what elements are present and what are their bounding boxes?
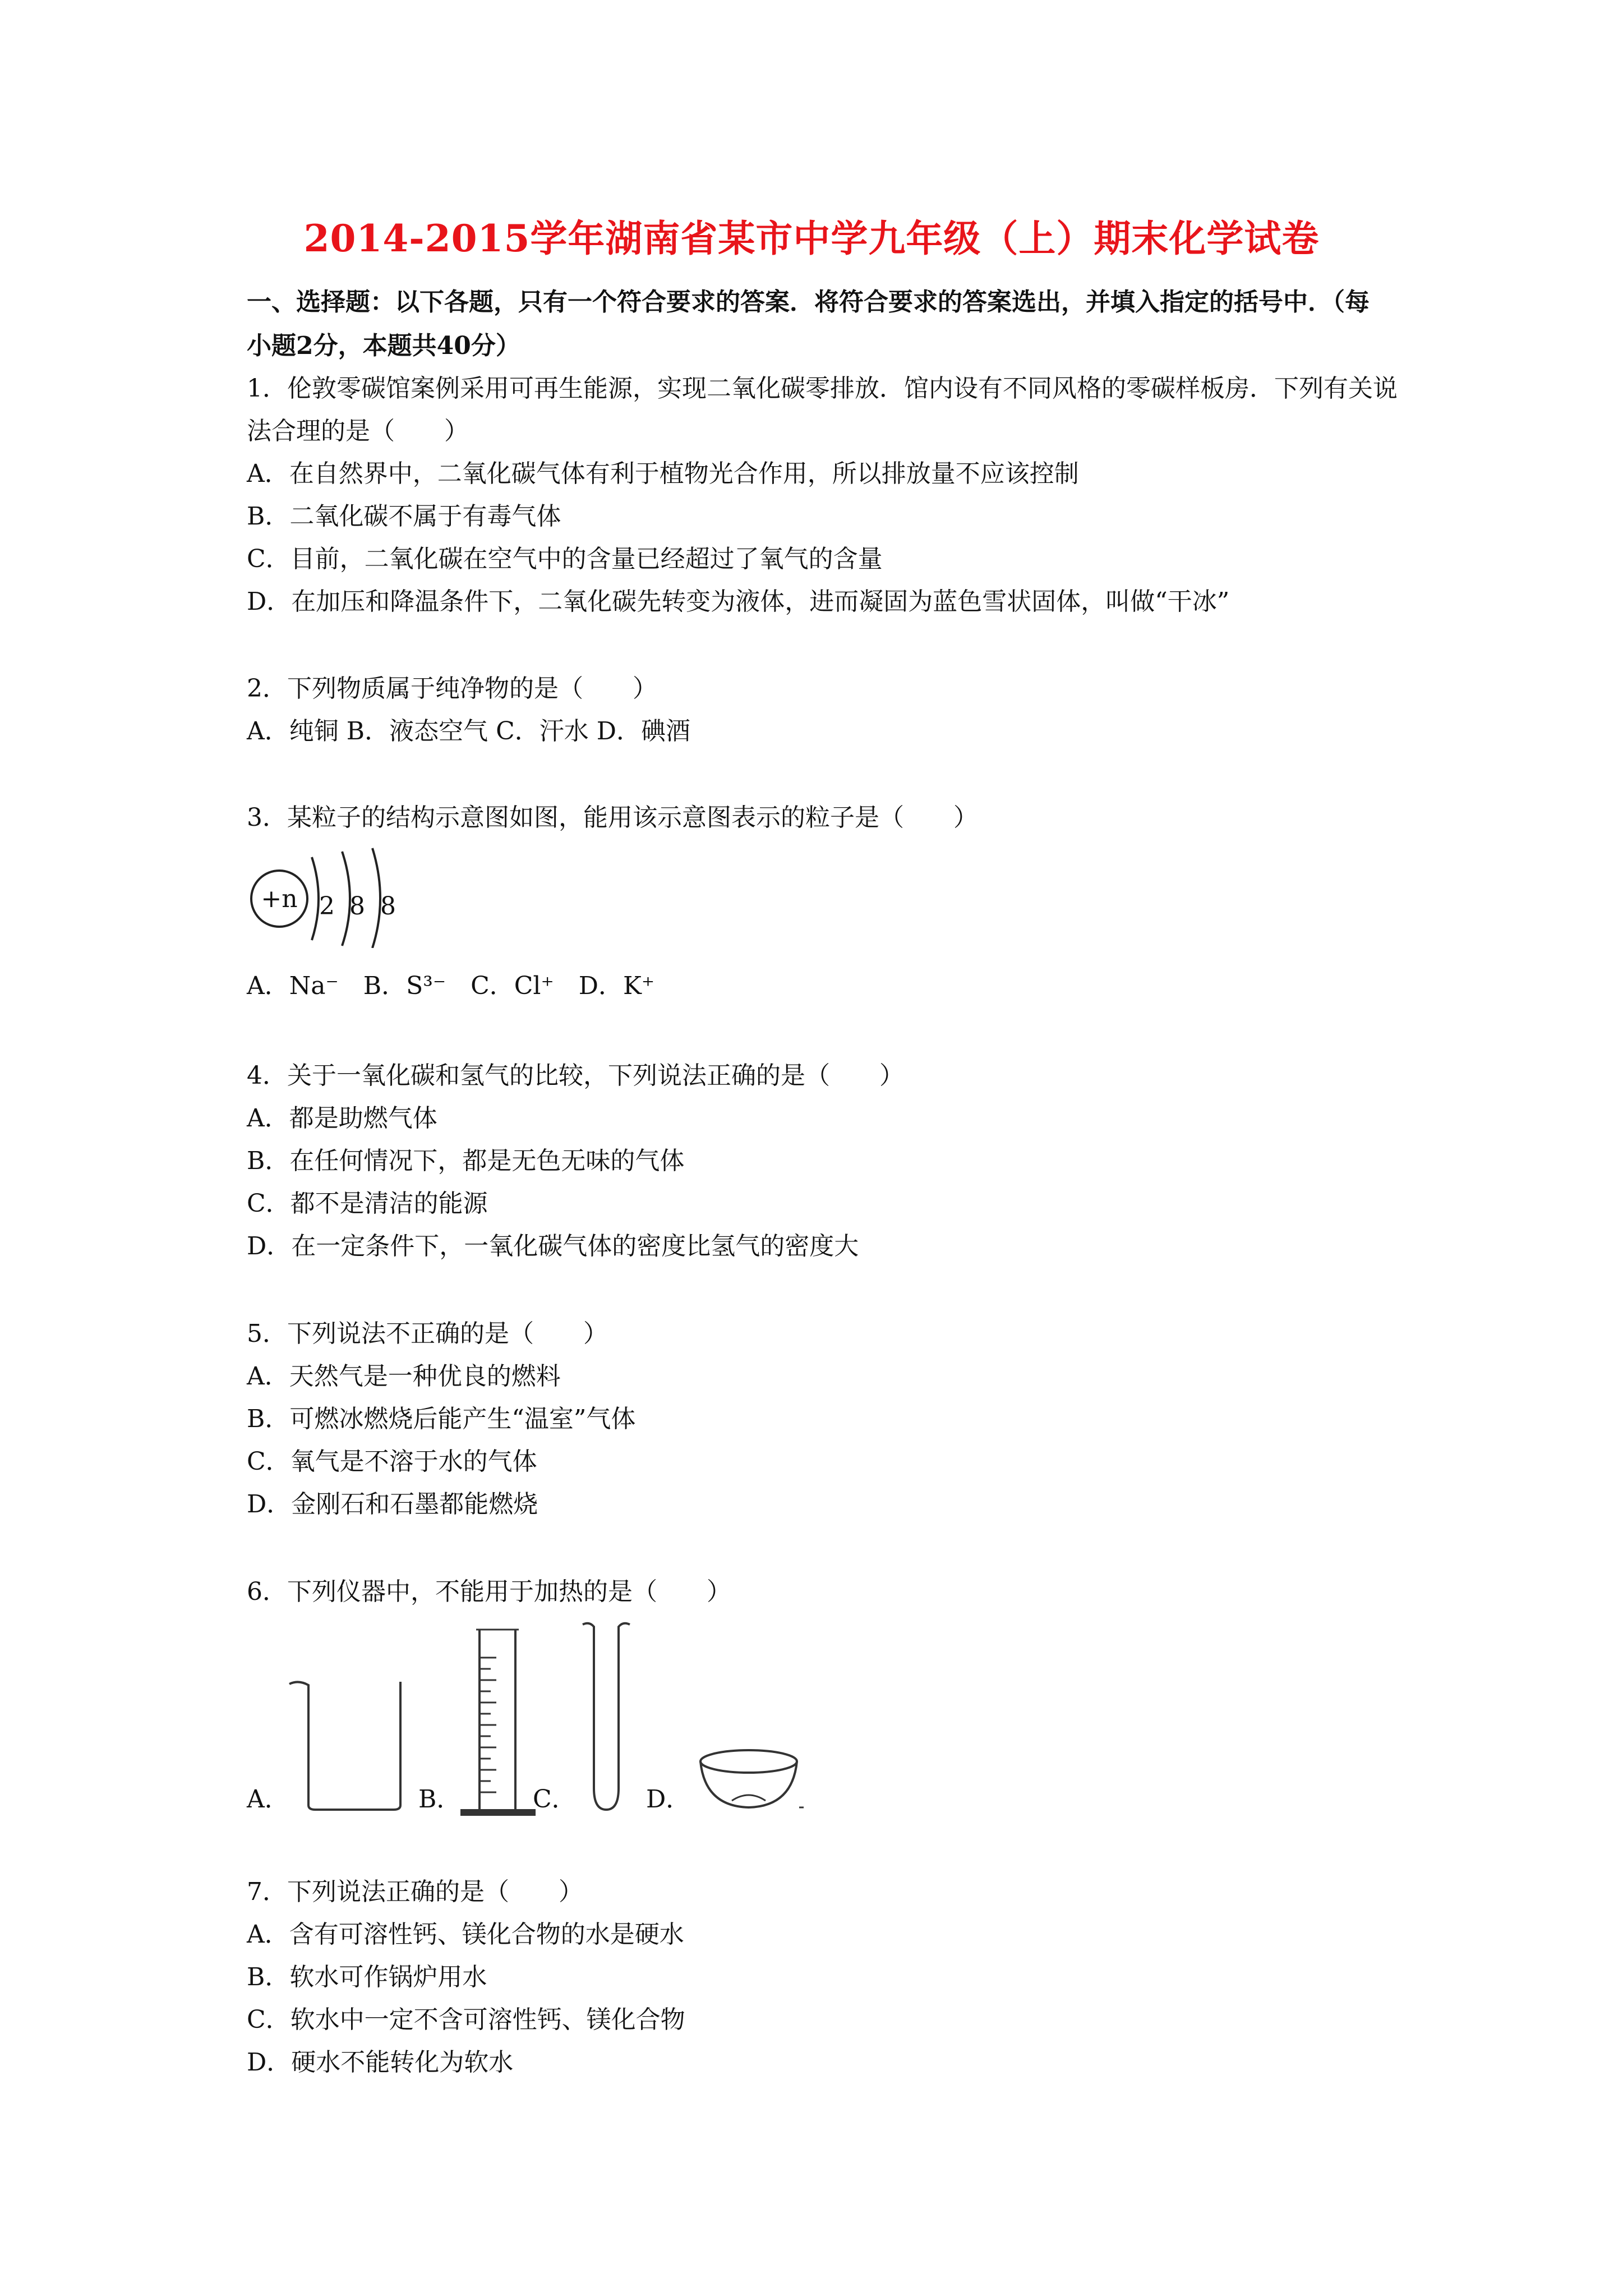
option-c: C．软水中一定不含可溶性钙、镁化合物 [247, 2005, 685, 2034]
option-d: D．在一定条件下，一氧化碳气体的密度比氢气的密度大 [247, 1232, 859, 1260]
question-stem: 5．下列说法不正确的是（ ） [247, 1319, 608, 1348]
question-5 [247, 1313, 1402, 1526]
option-b: B．在任何情况下，都是无色无味的气体 [247, 1147, 685, 1175]
question-4 [247, 1055, 1402, 1268]
atom-structure-diagram [241, 836, 421, 948]
question-1 [247, 367, 1402, 623]
shell-3-count: 8 [380, 892, 396, 921]
question-stem: 2．下列物质属于纯净物的是（ ） [247, 674, 657, 703]
question-3 [247, 797, 1402, 839]
option-c-label: C． [533, 1785, 577, 1814]
test-tube-icon [575, 1620, 637, 1816]
option-a: A．在自然界中，二氧化碳气体有利于植物光合作用，所以排放量不应该控制 [247, 459, 1079, 488]
shell-1-count: 2 [319, 892, 335, 921]
option-a: A．天然气是一种优良的燃料 [247, 1362, 561, 1391]
option-d: D．金刚石和石墨都能燃烧 [247, 1490, 538, 1519]
options-line: A．纯铜 B．液态空气 C．汗水 D．碘酒 [247, 717, 691, 746]
option-b-label: B． [418, 1785, 462, 1814]
beaker-icon [286, 1677, 409, 1818]
options-line: A．Na⁻ B．S³⁻ C．Cl⁺ D．K⁺ [247, 972, 655, 1000]
evaporating-dish-icon [693, 1745, 805, 1818]
option-b: B．二氧化碳不属于有毒气体 [247, 502, 561, 531]
question-stem: 6．下列仪器中，不能用于加热的是（ ） [247, 1577, 731, 1606]
option-c: C．氧气是不溶于水的气体 [247, 1447, 537, 1476]
question-stem: 3．某粒子的结构示意图如图，能用该示意图表示的粒子是（ ） [247, 803, 978, 832]
option-a: A．含有可溶性钙、镁化合物的水是硬水 [247, 1920, 684, 1949]
question-2 [247, 668, 1402, 753]
graduated-cylinder-icon [457, 1624, 541, 1820]
question-6 [247, 1571, 1402, 1613]
option-c: C．都不是清洁的能源 [247, 1189, 488, 1218]
shell-2-count: 8 [349, 892, 365, 921]
option-b: B．可燃冰燃烧后能产生“温室”气体 [247, 1405, 636, 1433]
option-c: C．目前，二氧化碳在空气中的含量已经超过了氧气的含量 [247, 545, 883, 573]
question-stem: 7．下列说法正确的是（ ） [247, 1878, 583, 1906]
option-d: D．硬水不能转化为软水 [247, 2048, 514, 2077]
page-title: 2014-2015学年湖南省某市中学九年级（上）期末化学试卷 [303, 217, 1320, 260]
question-stem: 1．伦敦零碳馆案例采用可再生能源，实现二氧化碳零排放．馆内设有不同风格的零碳样板房．下列有关说法合理的是（ ） [247, 374, 1398, 445]
option-a: A．都是助燃气体 [247, 1104, 437, 1133]
option-b: B．软水可作锅炉用水 [247, 1963, 487, 1991]
question-3-options [247, 965, 1402, 1007]
nucleus-charge: +n [261, 885, 298, 913]
option-d-label: D． [646, 1785, 691, 1814]
option-d: D．在加压和降温条件下，二氧化碳先转变为液体，进而凝固为蓝色雪状固体，叫做“干冰” [247, 587, 1230, 616]
section-heading: 一、选择题：以下各题，只有一个符合要求的答案．将符合要求的答案选出，并填入指定的括号中．（每小题2分，本题共40分） [247, 288, 1370, 360]
question-stem: 4．关于一氧化碳和氢气的比较，下列说法正确的是（ ） [247, 1061, 904, 1090]
question-7 [247, 1871, 1402, 2084]
option-a-label: A． [247, 1785, 289, 1814]
